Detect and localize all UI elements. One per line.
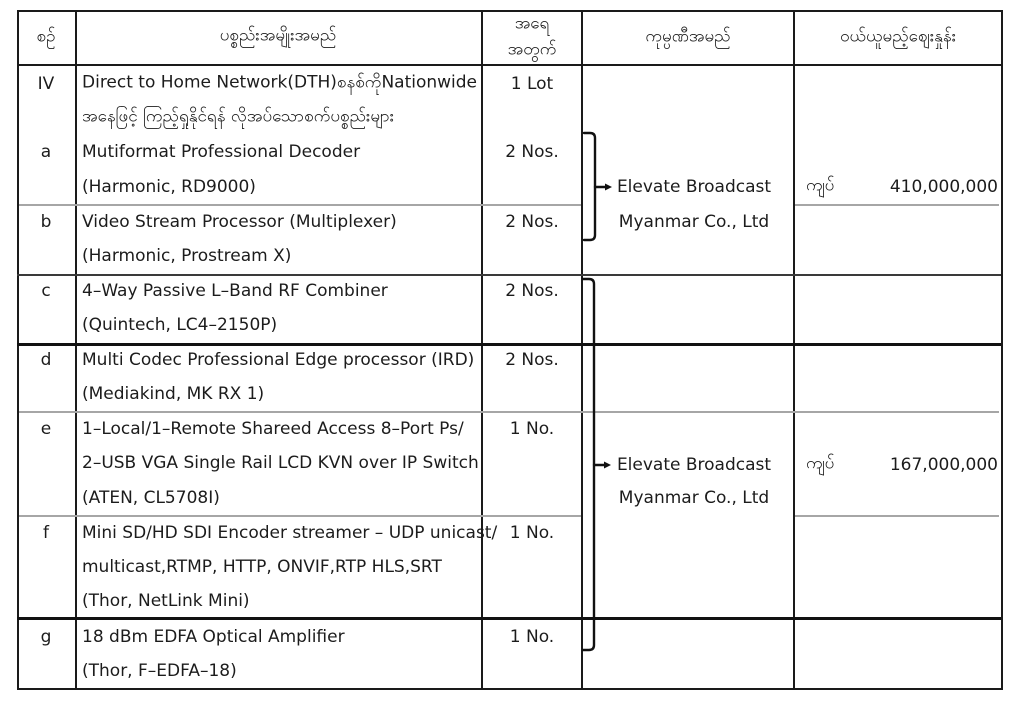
header-qty-line2: အတွက် <box>507 39 557 60</box>
row-item-line: 18 dBm EDFA Optical Amplifier <box>82 627 345 647</box>
company-name-line2: Myanmar Co., Ltd <box>618 212 770 232</box>
company-name-line1: Elevate Broadcast <box>616 455 772 475</box>
row-item-line: 2–USB VGA Single Rail LCD KVN over IP Switch <box>82 453 479 473</box>
row-divider-a-b-left <box>19 204 581 206</box>
company-name-line1: Elevate Broadcast <box>616 177 772 197</box>
row-item-line: (Mediakind, MK RX 1) <box>82 384 265 404</box>
header-company: ကုမ္ပဏီအမည် <box>645 26 731 47</box>
row-item-line: Mini SD/HD SDI Encoder streamer – UDP unicast/ <box>82 523 498 543</box>
row-item-line: (Thor, NetLink Mini) <box>82 591 250 611</box>
row-qty: 1 No. <box>509 419 555 439</box>
row-item-line: multicast,RTMP, HTTP, ONVIF,RTP HLS,SRT <box>82 557 442 577</box>
price-amount: 410,000,000 <box>889 177 998 197</box>
row-qty: 2 Nos. <box>505 142 559 162</box>
header-item: ပစ္စည်းအမျိုးအမည် <box>219 25 337 46</box>
row-qty: 1 Lot <box>510 74 554 94</box>
row-item-line: အနေဖြင့် ကြည့်ရှုနိုင်ရန် လိုအပ်သောစက်ပစ္စည်းများ <box>82 106 395 127</box>
row-divider-b-c <box>17 274 1001 276</box>
row-item-line: Direct to Home Network(DTH)စနစ်ကိုNationwide <box>82 72 478 93</box>
column-divider-qty <box>581 10 583 690</box>
row-no: g <box>40 627 52 647</box>
row-divider-d-e <box>19 411 999 413</box>
row-qty: 2 Nos. <box>505 212 559 232</box>
row-no: f <box>43 523 49 543</box>
row-divider-e-f-price <box>795 515 999 517</box>
row-no: d <box>40 350 52 370</box>
column-divider-no <box>75 10 77 690</box>
row-no: b <box>40 212 52 232</box>
row-item-line: 1–Local/1–Remote Shareed Access 8–Port Ps/ <box>82 419 464 439</box>
row-divider-c-d <box>17 343 1001 346</box>
price-currency: ကျပ် <box>806 453 835 474</box>
row-divider-a-b-price <box>795 204 999 206</box>
row-qty: 2 Nos. <box>505 281 559 301</box>
row-item-line: (Harmonic, RD9000) <box>82 177 256 197</box>
row-divider-e-f-left <box>19 515 581 517</box>
column-divider-company <box>793 10 795 690</box>
row-item-line: (Quintech, LC4–2150P) <box>82 315 278 335</box>
row-no: e <box>40 419 52 439</box>
company-name-line2: Myanmar Co., Ltd <box>618 488 770 508</box>
row-item-line: Mutiformat Professional Decoder <box>82 142 361 162</box>
row-item-line: (Thor, F–EDFA–18) <box>82 661 237 681</box>
row-no: a <box>40 142 52 162</box>
row-no: IV <box>37 74 55 94</box>
price-amount: 167,000,000 <box>889 455 998 475</box>
header-bottom-line <box>17 64 1001 66</box>
header-qty-line1: အရေ <box>514 13 550 34</box>
row-item-line: Video Stream Processor (Multiplexer) <box>82 212 397 232</box>
row-item-line: 4–Way Passive L–Band RF Combiner <box>82 281 388 301</box>
row-item-line: Multi Codec Professional Edge processor (IRD) <box>82 350 475 370</box>
row-qty: 1 No. <box>509 627 555 647</box>
header-price: ဝယ်ယူမည့်ဈေးနှုန်း <box>839 26 957 47</box>
price-currency: ကျပ် <box>806 175 835 196</box>
row-item-line: (ATEN, CL5708I) <box>82 488 220 508</box>
row-qty: 2 Nos. <box>505 350 559 370</box>
row-no: c <box>41 281 51 301</box>
row-qty: 1 No. <box>509 523 555 543</box>
column-divider-item <box>481 10 483 690</box>
header-no: စဉ် <box>36 26 56 47</box>
row-divider-f-g <box>17 617 1001 620</box>
row-item-line: (Harmonic, Prostream X) <box>82 246 292 266</box>
